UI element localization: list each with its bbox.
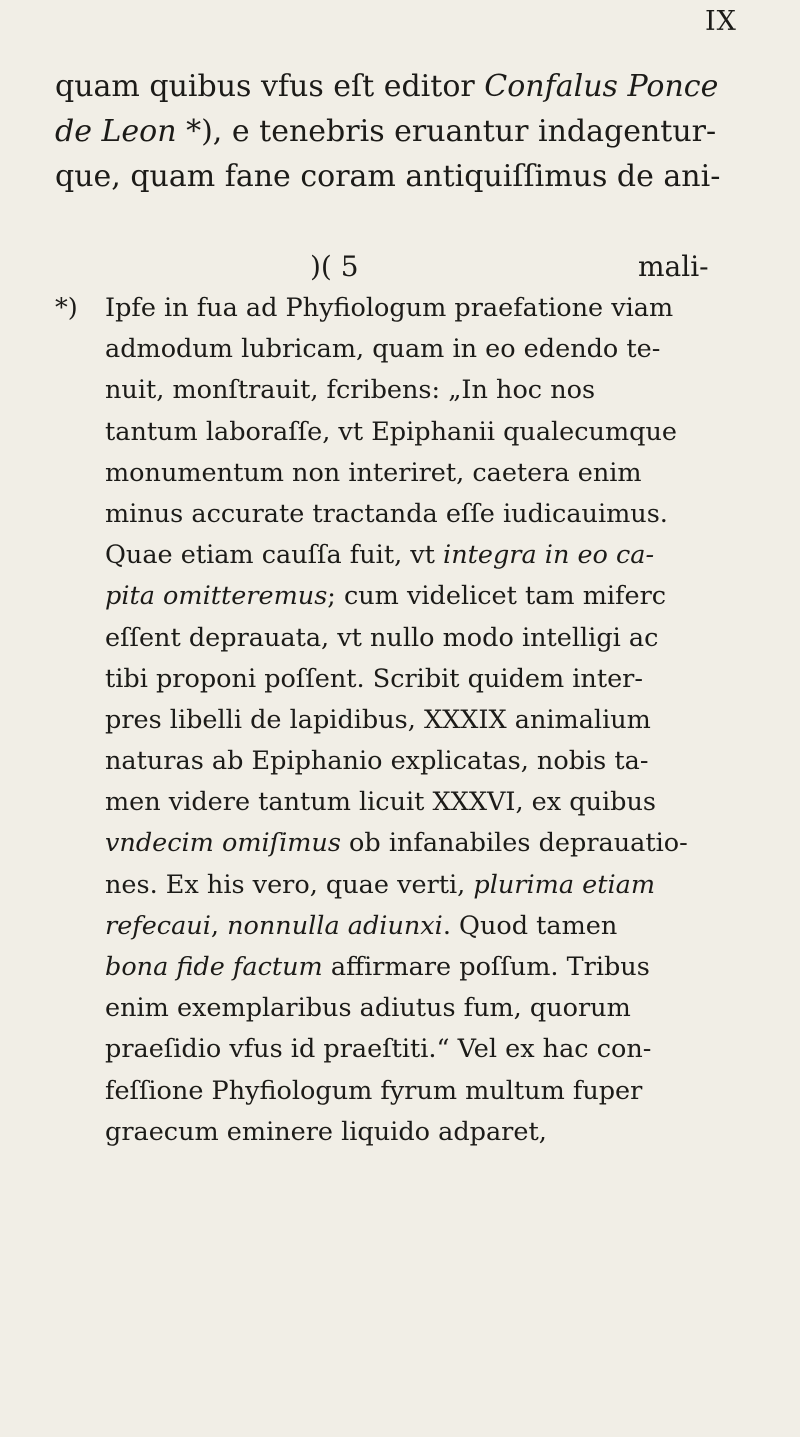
footnote-line: pres libelli de lapidibus, XXXIX animalium — [105, 704, 651, 735]
footnote-line: feſſione Phyfiologum fyrum multum fuper — [105, 1075, 643, 1106]
footnote — [55, 288, 765, 1153]
footnote-line: naturas ab Epiphanio explicatas, nobis ta- — [105, 746, 649, 777]
footnote-line: eſſent deprauata, vt nullo modo intelligi ac — [105, 622, 659, 653]
footnote-line: tantum laboraſſe, vt Epiphanii qualecumque — [105, 416, 677, 447]
footnote-line: praeſidio vfus id praeſtiti.“ Vel ex hac con- — [105, 1034, 652, 1065]
footnote-marker: *) — [55, 293, 78, 323]
footnote-line: *) Ipfe in fua ad Phyfiologum praefatione viam — [55, 288, 765, 329]
footnote-line: tibi proponi poſſent. Scribit quidem inter- — [105, 663, 643, 694]
signature-mark: )( 5 — [310, 250, 359, 283]
text-line: quam quibus vfus eſt editor Confalus Ponce — [55, 69, 719, 104]
catchword: mali- — [638, 250, 709, 283]
italic-name: de Leon — [55, 114, 177, 149]
footnote-line: graecum eminere liquido adparet, — [105, 1116, 547, 1147]
footnote-line: admodum lubricam, quam in eo edendo te- — [105, 334, 661, 365]
footnote-line: nes. Ex his vero, quae verti, plurima etiam — [105, 869, 656, 900]
footnote-line: Quae etiam cauſſa fuit, vt integra in eo ca- — [105, 540, 655, 571]
footnote-line: pita omitteremus; cum videlicet tam miferc — [105, 581, 667, 612]
text-line: de Leon *), e tenebris eruantur indagentur- — [55, 114, 717, 149]
footnote-line: minus accurate tractanda eſſe iudicauimus. — [105, 498, 668, 529]
footnote-line: enim exemplaribus adiutus fum, quorum — [105, 993, 631, 1024]
page-number: IX — [705, 6, 737, 37]
italic-name: Confalus Ponce — [484, 69, 719, 104]
footnote-line: men videre tantum licuit XXXVI, ex quibus — [105, 787, 656, 818]
text-line: que, quam fane coram antiquiſſimus de ani- — [55, 159, 721, 194]
footnote-line: bona fide factum affirmare poſſum. Tribus — [105, 952, 650, 982]
main-text — [55, 64, 755, 283]
footnote-line: monumentum non interiret, caetera enim — [105, 457, 642, 488]
footnote-line: vndecim omiſimus ob infanabiles deprauatio- — [105, 828, 688, 859]
signature-line — [55, 244, 755, 289]
footnote-line: refecaui, nonnulla adiunxi. Quod tamen — [105, 910, 618, 941]
footnote-line: nuit, monſtrauit, fcribens: „In hoc nos — [105, 375, 596, 406]
